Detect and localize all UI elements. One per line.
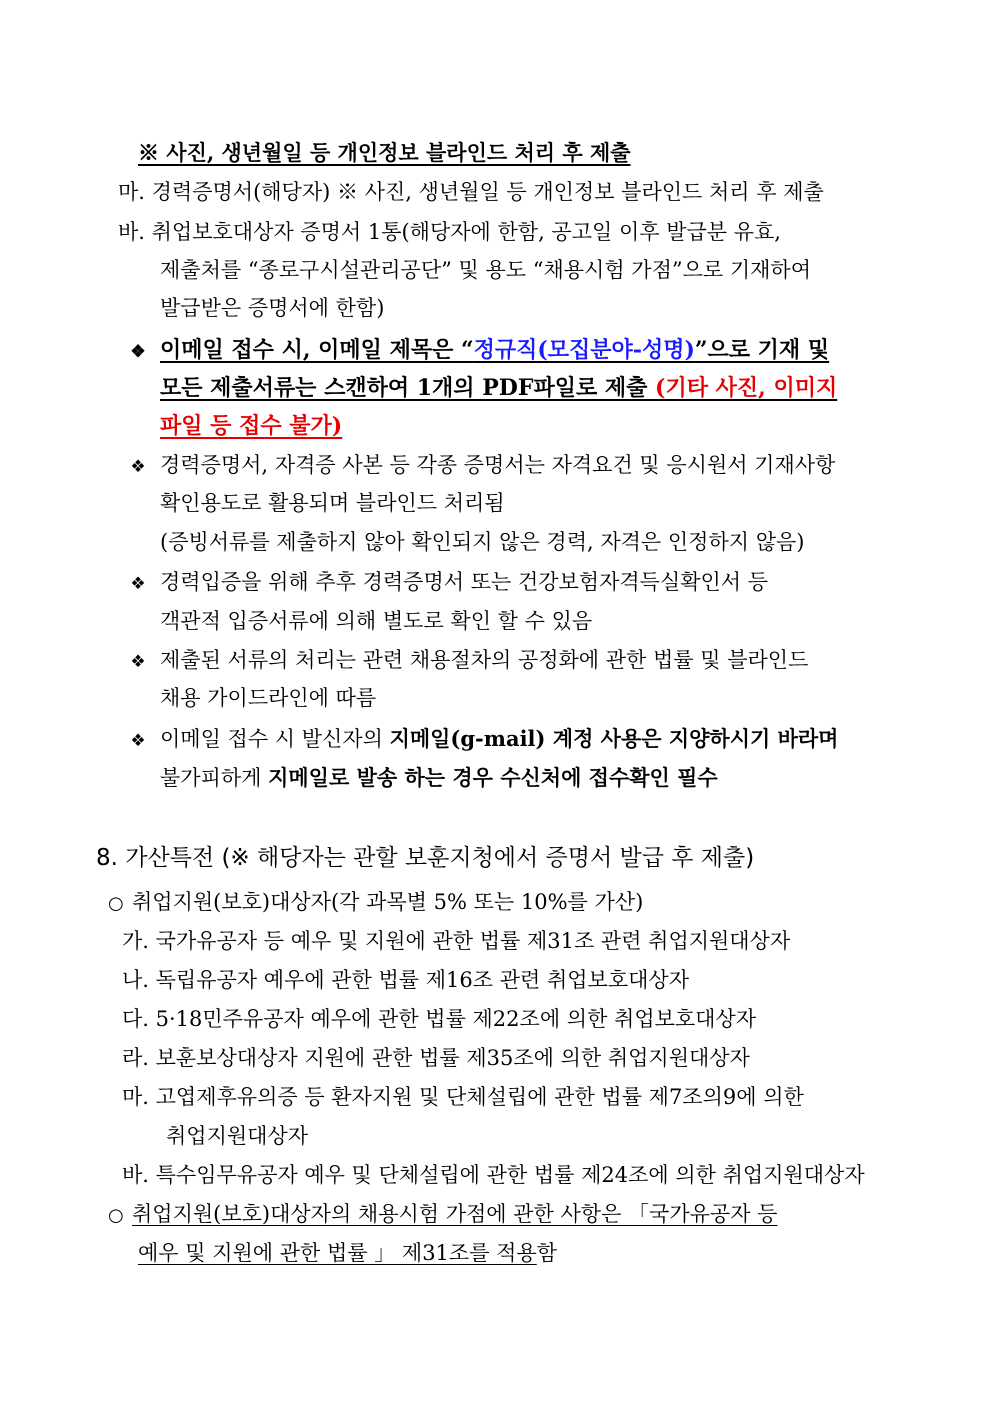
note-certificates-line3: (증빙서류를 제출하지 않아 확인되지 않은 경력, 자격은 인정하지 않음) bbox=[160, 530, 805, 554]
circle-bullet-icon: ○ bbox=[108, 1205, 124, 1226]
item-ba-continuation-1: 제출처를 “종로구시설관리공단” 및 용도 “채용시험 가점”으로 기재하여 bbox=[160, 258, 812, 282]
blind-notice-line: ※ 사진, 생년월일 등 개인정보 블라인드 처리 후 제출 bbox=[138, 140, 631, 165]
item-ba-employment-protection-certificate: 바. 취업보호대상자 증명서 1통(해당자에 한함, 공고일 이후 발급분 유효, bbox=[118, 220, 781, 244]
note-not-accepted-1: (기타 사진, 이미지 bbox=[655, 375, 838, 401]
note-document-processing-line2: 채용 가이드라인에 따름 bbox=[160, 686, 377, 710]
note-email-subject-text: 이메일 접수 시, 이메일 제목은 “정규직(모집분야-성명)”으로 기재 및 bbox=[160, 337, 830, 363]
bonus-application-rule-line2: 예우 및 지원에 관한 법률 」 제31조를 적용함 bbox=[138, 1241, 558, 1265]
bonus-application-rule: ○ 취업지원(보호)대상자의 채용시험 가점에 관한 사항은 「국가유공자 등 bbox=[108, 1202, 778, 1226]
circle-bullet-icon: ○ bbox=[108, 893, 124, 914]
email-subject-format: 정규직(모집분야-성명) bbox=[473, 337, 695, 363]
diamond-bullet-icon: ❖ bbox=[130, 731, 146, 751]
diamond-bullet-icon: ❖ bbox=[130, 342, 146, 362]
note-certificates-line2: 확인용도로 활용되며 블라인드 처리됨 bbox=[160, 491, 505, 515]
item-ba-continuation-2: 발급받은 증명서에 한함) bbox=[160, 296, 385, 320]
note-gmail: ❖ 이메일 접수 시 발신자의 지메일(g-mail) 계정 사용은 지양하시기 바라며 bbox=[128, 726, 838, 752]
diamond-bullet-icon: ❖ bbox=[130, 574, 146, 594]
note-certificates: ❖ 경력증명서, 자격증 사본 등 각종 증명서는 자격요건 및 응시원서 기재사항 bbox=[128, 453, 835, 478]
note-pdf-submission bbox=[160, 375, 837, 401]
note-gmail-line2: 불가피하게 지메일로 발송 하는 경우 수신처에 접수확인 필수 bbox=[160, 765, 718, 790]
diamond-bullet-icon: ❖ bbox=[130, 652, 146, 672]
note-not-accepted-2: 파일 등 접수 불가) bbox=[160, 413, 343, 439]
note-gmail-emphasis: 지메일(g-mail) 계정 사용은 지양하시기 바라며 bbox=[389, 726, 839, 751]
note-career-proof: ❖ 경력입증을 위해 추후 경력증명서 또는 건강보험자격득실확인서 등 bbox=[128, 570, 768, 595]
bonus-item-ba: 바. 특수임무유공자 예우 및 단체설립에 관한 법률 제24조에 의한 취업지원대상자 bbox=[122, 1163, 865, 1187]
section-8-heading: 8. 가산특전 (※ 해당자는 관할 보훈지청에서 증명서 발급 후 제출) bbox=[96, 845, 755, 871]
bonus-item-ga: 가. 국가유공자 등 예우 및 지원에 관한 법률 제31조 관련 취업지원대상자 bbox=[122, 929, 791, 953]
bonus-item-ma: 마. 고엽제후유의증 등 환자지원 및 단체설립에 관한 법률 제7조의9에 의한 bbox=[122, 1085, 804, 1109]
bonus-item-ra: 라. 보훈보상대상자 지원에 관한 법률 제35조에 의한 취업지원대상자 bbox=[122, 1046, 750, 1070]
bonus-item-ma-line2: 취업지원대상자 bbox=[166, 1124, 309, 1148]
bonus-eligibility: ○ 취업지원(보호)대상자(각 과목별 5% 또는 10%를 가산) bbox=[108, 890, 644, 914]
note-email-subject bbox=[128, 337, 829, 363]
diamond-bullet-icon: ❖ bbox=[130, 457, 146, 477]
note-pdf-submission-text: 모든 제출서류는 스캔하여 1개의 PDF파일로 제출 (기타 사진, 이미지 bbox=[160, 375, 838, 401]
bonus-item-da: 다. 5·18민주유공자 예우에 관한 법률 제22조에 의한 취업보호대상자 bbox=[122, 1007, 757, 1031]
note-gmail-confirm: 지메일로 발송 하는 경우 수신처에 접수확인 필수 bbox=[268, 765, 718, 790]
bonus-item-na: 나. 독립유공자 예우에 관한 법률 제16조 관련 취업보호대상자 bbox=[122, 968, 689, 992]
note-career-proof-line2: 객관적 입증서류에 의해 별도로 확인 할 수 있음 bbox=[160, 609, 593, 633]
item-ma-career-certificate: 마. 경력증명서(해당자) ※ 사진, 생년월일 등 개인정보 블라인드 처리 후 제출 bbox=[118, 180, 824, 204]
note-document-processing: ❖ 제출된 서류의 처리는 관련 채용절차의 공정화에 관한 법률 및 블라인드 bbox=[128, 648, 808, 673]
